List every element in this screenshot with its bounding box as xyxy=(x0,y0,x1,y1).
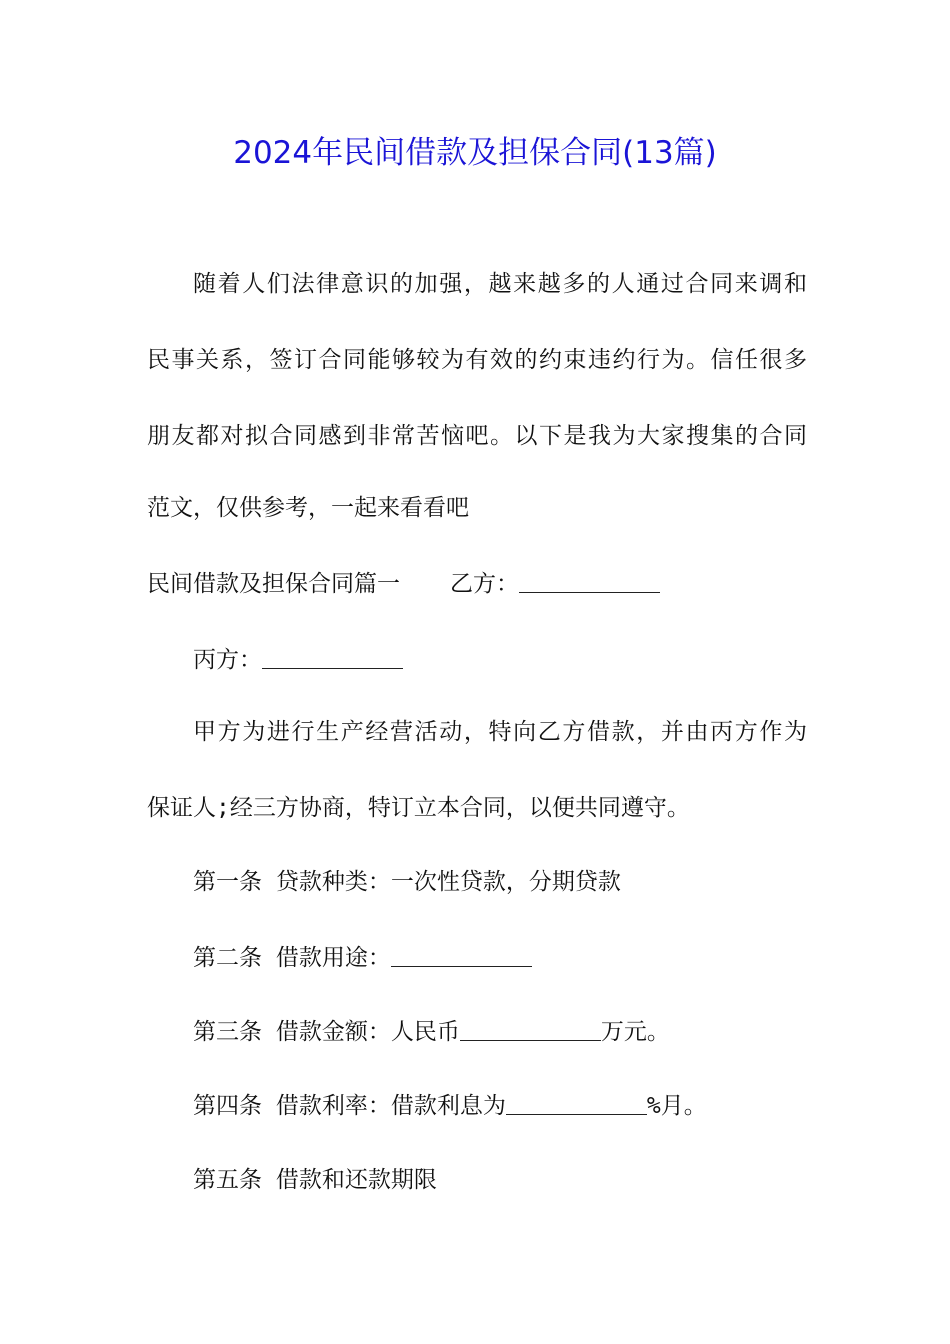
party-c-line xyxy=(193,640,403,680)
clause-1: 第一条 贷款种类：一次性贷款，分期贷款 xyxy=(193,869,621,895)
purpose-line-2: 保证人;经三方协商，特订立本合同，以便共同遵守。 xyxy=(147,795,690,821)
party-b-blank xyxy=(519,566,660,593)
party-b-label: 乙方： xyxy=(450,571,519,597)
clause-3 xyxy=(193,1012,670,1052)
clause-5: 第五条 借款和还款期限 xyxy=(193,1167,437,1193)
clause-3-label: 第三条 借款金额：人民币 xyxy=(193,1019,460,1045)
clause-4-blank xyxy=(506,1088,647,1115)
intro-line-4: 范文，仅供参考，一起来看看吧 xyxy=(147,495,469,521)
document-title: 2024年民间借款及担保合同(13篇) xyxy=(233,135,717,171)
intro-line-1: 随着人们法律意识的加强，越来越多的人通过合同来调和 xyxy=(193,271,807,297)
clause-4 xyxy=(193,1086,707,1126)
section-heading xyxy=(147,564,660,604)
party-c-label: 丙方： xyxy=(193,647,262,673)
party-c-blank xyxy=(262,642,403,669)
intro-line-3: 朋友都对拟合同感到非常苦恼吧。以下是我为大家搜集的合同 xyxy=(147,423,807,449)
purpose-line-1: 甲方为进行生产经营活动，特向乙方借款，并由丙方作为 xyxy=(193,719,807,745)
intro-line-2: 民事关系，签订合同能够较为有效的约束违约行为。信任很多 xyxy=(147,347,807,373)
clause-4-label: 第四条 借款利率：借款利息为 xyxy=(193,1093,506,1119)
section-title: 民间借款及担保合同篇一 xyxy=(147,571,400,597)
clause-3-unit: 万元。 xyxy=(600,1019,670,1045)
clause-2-label: 第二条 借款用途： xyxy=(193,945,391,971)
clause-3-blank xyxy=(460,1014,601,1041)
clause-4-unit: %月。 xyxy=(646,1093,707,1119)
clause-2-blank xyxy=(391,940,532,967)
clause-2 xyxy=(193,938,532,978)
